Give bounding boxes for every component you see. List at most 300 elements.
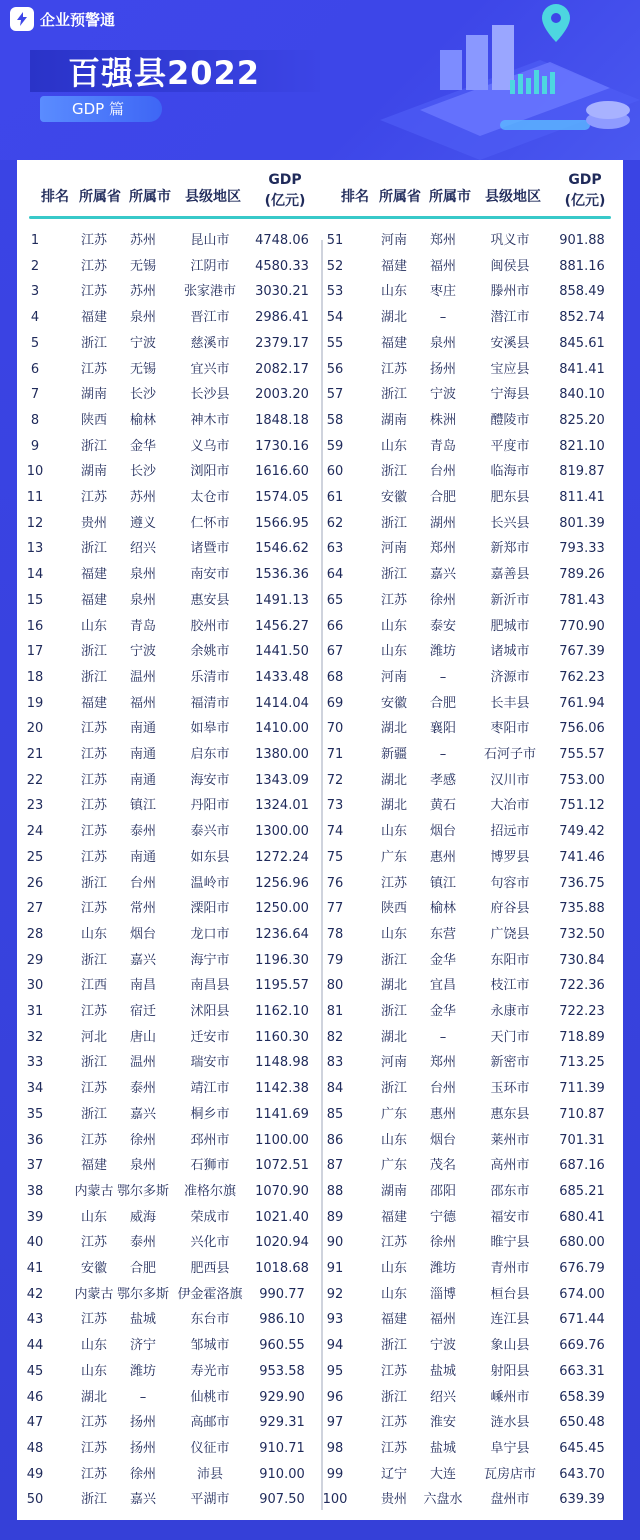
table-row — [17, 871, 317, 896]
cell-county: 新沂市 — [490, 592, 530, 608]
cell-city: 台州 — [429, 1081, 456, 1097]
cell-gdp: 1730.16 — [255, 438, 309, 454]
cell-rank: 56 — [326, 361, 344, 377]
cell-province: 江苏 — [80, 1081, 107, 1097]
cell-gdp: 858.49 — [559, 284, 605, 300]
cell-county: 如东县 — [190, 849, 230, 865]
cell-city: 枣庄 — [429, 284, 456, 300]
cell-province: 江苏 — [380, 1235, 407, 1251]
table-row — [317, 896, 617, 921]
cell-county: 玉环市 — [490, 1081, 530, 1097]
cell-gdp: 821.10 — [559, 438, 605, 454]
cell-county: 邹城市 — [190, 1338, 230, 1354]
cell-county: 永康市 — [490, 1004, 530, 1019]
cell-county: 南安市 — [190, 567, 230, 583]
table-row — [17, 716, 317, 741]
cell-city: 金华 — [129, 438, 156, 454]
cell-city: 长沙 — [129, 387, 156, 403]
cell-city: 株洲 — [429, 412, 456, 428]
cell-gdp: 953.58 — [259, 1363, 305, 1379]
table-row — [317, 279, 617, 304]
cell-city: 长沙 — [129, 464, 156, 480]
cell-gdp: 1848.18 — [255, 412, 309, 428]
cell-rank: 36 — [26, 1132, 44, 1148]
cell-county: 宝应县 — [490, 361, 530, 377]
page-title: 百强县2022 — [68, 54, 261, 92]
cell-rank: 73 — [326, 798, 344, 814]
table-row — [317, 1025, 617, 1050]
col-province: 所属省 — [79, 189, 121, 205]
cell-city: – — [439, 747, 447, 762]
cell-city: 温州 — [129, 1055, 156, 1071]
cell-county: 闽侯县 — [490, 258, 530, 274]
table-row — [317, 1179, 617, 1204]
cell-county: 福清市 — [190, 695, 230, 711]
cell-rank: 70 — [326, 721, 344, 737]
cell-gdp: 1196.30 — [255, 952, 309, 968]
cell-province: 江苏 — [80, 258, 107, 274]
cell-city: 徐州 — [129, 1466, 156, 1482]
col-gdp: GDP — [568, 172, 602, 188]
cell-city: 襄阳 — [429, 721, 456, 737]
cell-city: 泰安 — [429, 618, 456, 634]
table-row — [317, 716, 617, 741]
cell-gdp: 1142.38 — [255, 1081, 309, 1097]
table-row — [17, 1410, 317, 1435]
cell-province: 江苏 — [80, 849, 107, 865]
cell-rank: 11 — [26, 490, 44, 505]
table-row — [317, 408, 617, 433]
table-row — [317, 793, 617, 818]
table-row — [317, 922, 617, 947]
cell-county: 龙口市 — [190, 926, 230, 942]
cell-province: 江苏 — [380, 361, 407, 377]
table-row — [17, 1487, 317, 1512]
cell-province: 广东 — [380, 1158, 407, 1174]
cell-province: 福建 — [380, 1209, 407, 1225]
cell-gdp: 1162.10 — [255, 1004, 309, 1019]
cell-gdp: 1574.05 — [255, 490, 309, 505]
header-underline — [29, 216, 611, 219]
table-row — [317, 562, 617, 587]
cell-city: 苏州 — [129, 233, 156, 248]
cell-rank: 10 — [26, 464, 44, 480]
cell-gdp: 1250.00 — [255, 901, 309, 917]
table-row — [17, 948, 317, 973]
cell-province: 贵州 — [380, 1492, 407, 1508]
cell-province: 山东 — [380, 1132, 407, 1148]
table-row — [17, 1462, 317, 1487]
cell-gdp: 3030.21 — [255, 284, 309, 300]
cell-county: 句容市 — [490, 875, 530, 891]
cell-province: 浙江 — [380, 464, 407, 480]
cell-city: 金华 — [429, 1004, 456, 1019]
table-row — [17, 691, 317, 716]
table-row — [317, 1385, 617, 1410]
table-row — [17, 1128, 317, 1153]
cell-gdp: 669.76 — [559, 1338, 605, 1354]
cell-city: 苏州 — [129, 490, 156, 505]
cell-rank: 75 — [326, 849, 344, 865]
cell-rank: 79 — [326, 952, 344, 968]
cell-rank: 19 — [26, 695, 44, 711]
cell-county: 诸暨市 — [190, 541, 230, 557]
cell-county: 肥西县 — [190, 1261, 230, 1276]
cell-province: 湖北 — [380, 1029, 407, 1045]
cell-rank: 81 — [326, 1004, 344, 1019]
cell-province: 江苏 — [80, 901, 107, 917]
cell-province: 江苏 — [80, 1440, 107, 1456]
cell-gdp: 907.50 — [259, 1492, 305, 1508]
cell-gdp: 1456.27 — [255, 618, 309, 634]
table-row — [317, 1487, 617, 1512]
cell-city: 青岛 — [129, 618, 156, 634]
cell-city: 合肥 — [129, 1261, 156, 1276]
cell-gdp: 841.41 — [559, 361, 605, 377]
cell-gdp: 986.10 — [259, 1312, 305, 1328]
cell-city: 邵阳 — [429, 1183, 456, 1199]
cell-county: 瓦房店市 — [483, 1466, 536, 1482]
cell-province: 浙江 — [80, 875, 107, 891]
cell-province: 湖北 — [380, 978, 407, 994]
cell-province: 安徽 — [380, 490, 407, 505]
cell-gdp: 1380.00 — [255, 747, 309, 762]
col-city: 所属市 — [429, 189, 471, 205]
cell-county: 连江县 — [490, 1312, 530, 1328]
cell-gdp: 732.50 — [559, 926, 605, 942]
dashboard-illustration-icon — [360, 0, 640, 160]
cell-rank: 4 — [30, 310, 40, 326]
cell-county: 晋江市 — [190, 310, 230, 326]
cell-province: 江苏 — [380, 1440, 407, 1456]
cell-county: 东台市 — [190, 1312, 230, 1328]
cell-city: 黄石 — [429, 798, 456, 814]
cell-rank: 45 — [26, 1363, 44, 1379]
cell-province: 山东 — [80, 1209, 107, 1225]
cell-city: 合肥 — [429, 695, 456, 711]
cell-city: 嘉兴 — [129, 1106, 156, 1122]
cell-county: 平湖市 — [190, 1492, 230, 1508]
cell-province: 浙江 — [80, 335, 107, 351]
table-row — [317, 588, 617, 613]
cell-county: 济源市 — [490, 669, 530, 685]
cell-province: 湖北 — [380, 798, 407, 814]
cell-city: 合肥 — [429, 490, 456, 505]
cell-city: 遵义 — [129, 515, 156, 531]
cell-county: 宁海县 — [490, 387, 530, 403]
cell-county: 醴陵市 — [490, 412, 530, 428]
header-banner — [0, 0, 640, 160]
cell-rank: 31 — [26, 1004, 44, 1019]
cell-county: 海宁市 — [190, 952, 230, 968]
table-row — [317, 639, 617, 664]
cell-city: 南通 — [129, 772, 156, 788]
cell-gdp: 685.21 — [559, 1183, 605, 1199]
table-row — [17, 922, 317, 947]
cell-province: 山东 — [80, 1363, 107, 1379]
cell-rank: 99 — [326, 1466, 344, 1482]
cell-gdp: 801.39 — [559, 515, 605, 531]
cell-gdp: 840.10 — [559, 387, 605, 403]
table-row — [317, 1410, 617, 1435]
cell-rank: 16 — [26, 618, 44, 634]
cell-county: 丹阳市 — [190, 798, 230, 814]
cell-province: 河南 — [380, 1055, 407, 1071]
table-row — [17, 1333, 317, 1358]
cell-city: 无锡 — [129, 258, 156, 274]
cell-county: 高邮市 — [190, 1415, 230, 1431]
cell-rank: 30 — [26, 978, 44, 994]
cell-city: 鄂尔多斯 — [117, 1286, 170, 1302]
cell-county: 昆山市 — [190, 233, 230, 248]
table-row — [317, 871, 617, 896]
cell-county: 长兴县 — [490, 515, 530, 531]
cell-rank: 90 — [326, 1235, 344, 1251]
cell-province: 江苏 — [380, 1415, 407, 1431]
col-gdp: GDP — [268, 172, 302, 188]
cell-gdp: 1021.40 — [255, 1209, 309, 1225]
cell-county: 邳州市 — [190, 1132, 230, 1148]
cell-city: 徐州 — [129, 1132, 156, 1148]
cell-county: 嘉善县 — [490, 567, 530, 583]
cell-gdp: 811.41 — [559, 490, 605, 505]
cell-province: 江苏 — [80, 721, 107, 737]
cell-province: 湖北 — [80, 1389, 107, 1405]
cell-county: 莱州市 — [490, 1132, 530, 1148]
table-row — [17, 1076, 317, 1101]
cell-county: 博罗县 — [490, 849, 530, 865]
cell-gdp: 753.00 — [559, 772, 605, 788]
cell-province: 江苏 — [80, 1415, 107, 1431]
cell-province: 安徽 — [80, 1261, 107, 1276]
table-row — [17, 819, 317, 844]
cell-rank: 83 — [326, 1055, 344, 1071]
lightning-logo-icon — [10, 7, 34, 31]
cell-rank: 28 — [26, 926, 44, 942]
table-row — [17, 254, 317, 279]
cell-province: 江苏 — [80, 772, 107, 788]
table-row — [317, 511, 617, 536]
cell-rank: 82 — [326, 1029, 344, 1045]
cell-city: – — [439, 310, 447, 326]
cell-gdp: 1414.04 — [255, 695, 309, 711]
cell-province: 江苏 — [80, 1312, 107, 1328]
cell-rank: 60 — [326, 464, 344, 480]
cell-rank: 85 — [326, 1106, 344, 1122]
cell-province: 浙江 — [380, 952, 407, 968]
cell-province: 湖北 — [380, 310, 407, 326]
table-row — [17, 742, 317, 767]
cell-province: 福建 — [80, 1158, 107, 1174]
table-row — [317, 434, 617, 459]
cell-rank: 77 — [326, 901, 344, 917]
cell-county: 长沙县 — [190, 387, 230, 403]
cell-gdp: 663.31 — [559, 1363, 605, 1379]
table-row — [317, 1307, 617, 1332]
cell-rank: 52 — [326, 258, 344, 274]
cell-county: 新密市 — [490, 1055, 530, 1071]
cell-city: 惠州 — [429, 1106, 456, 1122]
cell-city: 淮安 — [429, 1415, 456, 1431]
cell-province: 陕西 — [380, 901, 407, 917]
cell-province: 江苏 — [380, 592, 407, 608]
cell-gdp: 910.00 — [259, 1466, 305, 1482]
cell-county: 迁安市 — [190, 1029, 230, 1045]
cell-city: 宁波 — [429, 1338, 456, 1354]
cell-city: 惠州 — [429, 849, 456, 865]
table-row — [317, 999, 617, 1024]
table-row — [17, 562, 317, 587]
table-row — [317, 536, 617, 561]
cell-county: 浏阳市 — [190, 464, 230, 480]
cell-rank: 5 — [30, 335, 40, 351]
cell-city: 金华 — [429, 952, 456, 968]
table-row — [17, 1230, 317, 1255]
cell-rank: 71 — [326, 747, 344, 762]
cell-rank: 15 — [26, 592, 44, 608]
cell-city: 无锡 — [129, 361, 156, 377]
cell-gdp: 736.75 — [559, 875, 605, 891]
cell-gdp: 1536.36 — [255, 567, 309, 583]
cell-rank: 7 — [30, 387, 40, 403]
cell-county: 广饶县 — [490, 926, 530, 942]
cell-gdp: 1020.94 — [255, 1235, 309, 1251]
cell-county: 义乌市 — [190, 438, 230, 454]
cell-county: 余姚市 — [190, 644, 230, 660]
cell-province: 江苏 — [80, 233, 107, 248]
cell-county: 临海市 — [490, 464, 530, 480]
cell-county: 安溪县 — [490, 335, 530, 351]
cell-rank: 8 — [30, 412, 40, 428]
cell-rank: 44 — [26, 1338, 44, 1354]
cell-province: 江苏 — [80, 747, 107, 762]
cell-gdp: 718.89 — [559, 1029, 605, 1045]
table-row — [17, 1153, 317, 1178]
cell-gdp: 761.94 — [559, 695, 605, 711]
cell-county: 大冶市 — [490, 798, 530, 814]
cell-gdp: 2003.20 — [255, 387, 309, 403]
cell-county: 张家港市 — [183, 284, 236, 300]
table-row — [17, 511, 317, 536]
cell-county: 象山县 — [490, 1338, 530, 1354]
cell-county: 仙桃市 — [190, 1389, 230, 1405]
cell-city: 茂名 — [429, 1158, 456, 1174]
cell-rank: 67 — [326, 644, 344, 660]
table-row — [17, 1205, 317, 1230]
cell-gdp: 1160.30 — [255, 1029, 309, 1045]
cell-city: 宁德 — [429, 1209, 456, 1225]
cell-gdp: 643.70 — [559, 1466, 605, 1482]
cell-province: 福建 — [380, 1312, 407, 1328]
cell-county: 伊金霍洛旗 — [177, 1286, 243, 1302]
cell-city: 泰州 — [129, 1235, 156, 1251]
cell-rank: 20 — [26, 721, 44, 737]
cell-rank: 23 — [26, 798, 44, 814]
cell-province: 山东 — [380, 824, 407, 840]
cell-county: 汉川市 — [490, 772, 530, 788]
cell-gdp: 645.45 — [559, 1440, 605, 1456]
cell-gdp: 735.88 — [559, 901, 605, 917]
cell-province: 福建 — [380, 335, 407, 351]
cell-province: 江苏 — [80, 1466, 107, 1482]
cell-city: 潍坊 — [129, 1363, 156, 1379]
cell-province: 陕西 — [80, 412, 107, 428]
cell-city: 苏州 — [129, 284, 156, 300]
cell-province: 浙江 — [80, 438, 107, 454]
cell-rank: 55 — [326, 335, 344, 351]
cell-city: 盐城 — [129, 1312, 156, 1328]
cell-gdp: 1343.09 — [255, 772, 309, 788]
cell-rank: 96 — [326, 1389, 344, 1405]
cell-rank: 14 — [26, 567, 44, 583]
cell-county: 乐清市 — [190, 669, 230, 685]
cell-city: 南通 — [129, 849, 156, 865]
table-row — [317, 305, 617, 330]
cell-province: 山东 — [380, 1261, 407, 1276]
cell-province: 广东 — [380, 849, 407, 865]
table-row — [17, 1282, 317, 1307]
cell-province: 河北 — [80, 1029, 107, 1045]
table-row — [17, 1102, 317, 1127]
cell-county: 石狮市 — [190, 1158, 230, 1174]
cell-county: 荣成市 — [190, 1209, 230, 1225]
col-city: 所属市 — [129, 189, 171, 205]
col-county: 县级地区 — [185, 189, 241, 205]
cell-county: 东阳市 — [490, 952, 530, 968]
cell-rank: 50 — [26, 1492, 44, 1508]
table-row — [317, 1256, 617, 1281]
cell-city: 徐州 — [429, 1235, 456, 1251]
cell-gdp: 1195.57 — [255, 978, 309, 994]
cell-rank: 1 — [30, 233, 40, 248]
cell-gdp: 1566.95 — [255, 515, 309, 531]
cell-city: 榆林 — [129, 412, 156, 428]
cell-county: 寿光市 — [190, 1363, 230, 1379]
table-row — [17, 1025, 317, 1050]
cell-city: 扬州 — [429, 361, 456, 377]
table-row — [17, 1307, 317, 1332]
cell-gdp: 1236.64 — [255, 926, 309, 942]
cell-gdp: 680.41 — [559, 1209, 605, 1225]
table-row — [317, 845, 617, 870]
cell-city: 宁波 — [429, 387, 456, 403]
cell-gdp: 767.39 — [559, 644, 605, 660]
cell-province: 江苏 — [80, 361, 107, 377]
cell-province: 福建 — [80, 310, 107, 326]
cell-county: 招远市 — [490, 824, 530, 840]
cell-province: 山东 — [380, 1286, 407, 1302]
cell-rank: 80 — [326, 978, 344, 994]
cell-province: 山东 — [380, 438, 407, 454]
cell-city: 烟台 — [429, 824, 456, 840]
table-row — [17, 485, 317, 510]
cell-city: 郑州 — [429, 1055, 456, 1071]
cell-gdp: 1546.62 — [255, 541, 309, 557]
table-row — [317, 382, 617, 407]
table-row — [317, 819, 617, 844]
cell-county: 神木市 — [190, 412, 230, 428]
cell-city: 潍坊 — [429, 644, 456, 660]
cell-rank: 61 — [326, 490, 344, 505]
col-gdp-unit: (亿元) — [564, 193, 606, 209]
table-row — [17, 382, 317, 407]
cell-rank: 59 — [326, 438, 344, 454]
footer-strip — [0, 1520, 640, 1540]
cell-province: 浙江 — [80, 541, 107, 557]
cell-rank: 64 — [326, 567, 344, 583]
cell-gdp: 1616.60 — [255, 464, 309, 480]
table-row — [17, 357, 317, 382]
